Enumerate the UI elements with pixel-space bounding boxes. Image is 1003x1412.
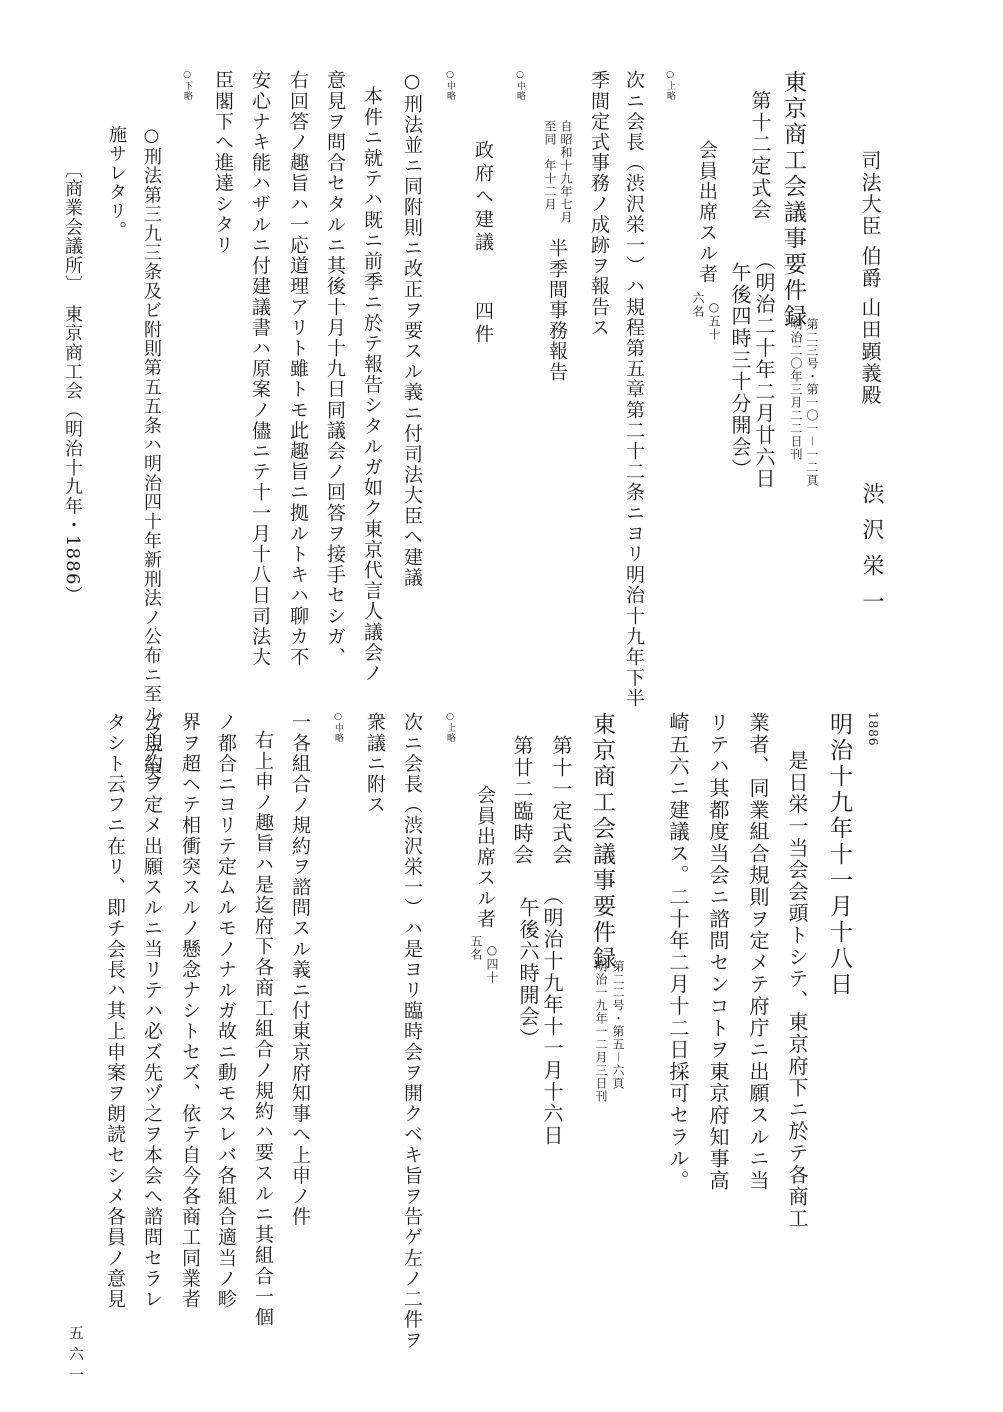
body-bottom-4: ノ都合ニヨリテ定ムルモノナルガ故ニ動モスレバ各組合適当ノ畛 bbox=[215, 712, 237, 1310]
page-number: 五六一 bbox=[67, 1325, 85, 1388]
body-bottom-7: タシト云フニ在リ、即チ会長ハ其上申案ヲ朗読セシメ各員ノ意見 bbox=[104, 712, 126, 1310]
entry-line-4: 崎五六ニ建議ス。二十年二月十二日採可セラル。 bbox=[666, 712, 690, 1192]
omission-mark-bottom-1: ○上略 bbox=[445, 712, 455, 743]
entry-date: 明治十九年十一月十八日 bbox=[826, 712, 852, 998]
omission-mark-top-3: ○中略 bbox=[445, 70, 455, 101]
section-title-top: 東京商工会議事要件録 bbox=[780, 70, 806, 330]
body-top-2: ○刑法並ニ同附則ニ改正ヲ要スル義ニ付司法大臣へ建議 bbox=[401, 70, 423, 588]
entry-line-3: リテハ其都度当会ニ諮問センコトヲ東京府知事高 bbox=[706, 712, 730, 1192]
meeting-date-top-b: 午後四時三十分開会） bbox=[728, 262, 752, 480]
body-top-1a: 次ニ会長（渋沢栄一）ハ規程第五章第二十二条ニヨリ明治十九年下半 bbox=[623, 70, 645, 709]
source-ref-top-a: 第二三号・第一〇一－一二頁 bbox=[805, 318, 819, 488]
attendance-count-top-a: ○五十 bbox=[707, 300, 721, 341]
attendance-count-top-b: 六名 bbox=[691, 292, 705, 318]
omission-mark-bottom-2: ○中略 bbox=[333, 712, 343, 743]
body-top-6: 安心ナキ能ハザルニ付建議書ハ原案ノ儘ニテ十一月十八日司法大 bbox=[249, 70, 271, 668]
report-period-b: 至同 年十二月 bbox=[543, 120, 557, 211]
note-1: ○刑法第三九三条及ビ附則第五五条ハ明治四十年新刑法ノ公布ニ至ルマデ実 bbox=[141, 125, 162, 781]
meeting-date-bottom-a: （明治十九年十一月十六日 bbox=[540, 885, 564, 1147]
body-bottom-1a: 次ニ会長（渋沢栄一）ハ是ヨリ臨時会ヲ開クベキ旨ヲ告ゲ左ノ二件ヲ bbox=[401, 712, 423, 1351]
attendance-label-top: 会員出席スル者 bbox=[696, 140, 718, 285]
body-bottom-1b: 衆議ニ附ス bbox=[364, 712, 386, 815]
note-2: 施サレタリ。 bbox=[106, 125, 127, 241]
body-bottom-6: ガ規約ヲ定メ出願スルニ当リテハ必ズ先ヅ之ヲ本会へ諮問セラレ bbox=[141, 712, 163, 1310]
body-bottom-5: 界ヲ超ヘテ相衝突スルノ懸念ナシトセズ、依テ自今各商工同業者 bbox=[179, 712, 201, 1310]
entry-line-2: 業者、同業組合規則ヲ定メテ府庁ニ出願スルニ当 bbox=[746, 712, 770, 1192]
meeting-name-bottom-b: 第廿二臨時会 bbox=[510, 735, 534, 866]
year-marker: 1886 bbox=[866, 712, 880, 747]
signature: 渋沢栄一 bbox=[859, 482, 884, 626]
body-top-5: 右回答ノ趣旨ハ一応道理アリト雖トモ此趣旨ニ拠ルトキハ聊カ不 bbox=[287, 70, 309, 668]
source-ref-bottom-b: 明治一九年一二月三日刊 bbox=[594, 960, 608, 1103]
proposal-heading: 政府へ建議 四件 bbox=[472, 140, 494, 347]
body-top-3: 本件ニ就テハ既ニ前季ニ於テ報告シタルガ如ク東京代言人議会ノ bbox=[361, 86, 383, 684]
source-ref-bottom-a: 第二二号・第五－六頁 bbox=[611, 960, 625, 1091]
meeting-name-bottom-a: 第十一定式会 bbox=[549, 735, 573, 866]
attendance-count-bottom-a: ○四十 bbox=[485, 943, 499, 984]
omission-mark-top-2: ○中略 bbox=[515, 70, 525, 101]
meeting-name-top: 第十二定式会 bbox=[748, 90, 772, 221]
section-title-bottom: 東京商工会議事要件録 bbox=[589, 712, 615, 972]
body-bottom-3: 右上申ノ趣旨ハ是迄府下各商工組合ノ規約ハ要スルニ其組合一個 bbox=[252, 730, 274, 1328]
recipient-line: 司法大臣 伯爵 山田顕義殿 bbox=[858, 150, 882, 407]
body-top-1b: 季間定式事務ノ成跡ヲ報告ス bbox=[588, 70, 610, 338]
body-top-4: 意見ヲ問合セタルニ其後十月十九日同議会ノ回答ヲ接手セシガ、 bbox=[324, 70, 346, 668]
meeting-date-top-a: （明治二十年二月廿六日 bbox=[752, 250, 776, 490]
body-top-7: 臣閣下へ進達シタリ bbox=[212, 70, 234, 256]
running-citation: 〔商業会議所〕 東京商工会（明治十九年・1886） bbox=[62, 160, 83, 605]
source-ref-top-b: 明治二〇年三月二二日刊 bbox=[789, 318, 803, 461]
entry-line-1: 是日栄一当会会頭トシテ、東京府下ニ於テ各商工 bbox=[785, 750, 809, 1230]
report-title: 半季間事務報告 bbox=[546, 238, 568, 383]
body-bottom-2: 一各組合ノ規約ヲ諮問スル義ニ付東京府知事へ上申ノ件 bbox=[289, 712, 311, 1227]
attendance-label-bottom: 会員出席スル者 bbox=[474, 785, 496, 930]
omission-mark-top-4: ○下略 bbox=[182, 70, 192, 101]
attendance-count-bottom-b: 五名 bbox=[469, 935, 483, 961]
meeting-date-bottom-b: 午後六時開会） bbox=[516, 897, 540, 1050]
omission-mark-top-1: ○上略 bbox=[665, 70, 675, 101]
report-period-a: 自昭和十九年七月 bbox=[559, 120, 573, 224]
